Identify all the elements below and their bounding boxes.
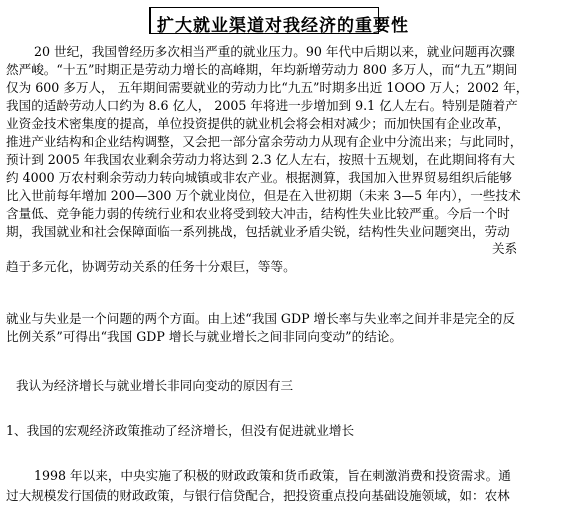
- paragraph-line: 关系: [492, 241, 518, 256]
- document-title: 扩大就业渠道对我经济的重要性: [157, 16, 409, 36]
- paragraph-line: 然严峻。“十五”时期正是劳动力增长的高峰期，年均新增劳动力 800 多万人，而“九五”期间: [6, 62, 518, 77]
- paragraph-line: 比例关系”可得出“我国 GDP 增长与就业增长之间非同向变动”的结论。: [6, 329, 402, 344]
- paragraph-line: 约 4000 万农村剩余劳动力转向城镇或非农产业。根据测算，我国加入世界贸易组织后能够: [6, 170, 513, 185]
- paragraph-line: 就业与失业是一个问题的两个方面。由上述“我国 GDP 增长率与失业率之间并非是完全的反: [6, 311, 516, 326]
- paragraph-line: 业资金技术密集度的提高，单位投资提供的就业机会将会相对减少；而加快国有企业改革，: [6, 116, 510, 131]
- paragraph-line: 预计到 2005 年我国农业剩余劳动力将达到 2.3 亿人左右，按照十五规划，在此期间将有大: [6, 152, 515, 167]
- paragraph-line: 含量低、竞争能力弱的传统行业和农业将受到较大冲击，结构性失业比较严重。今后一个时: [6, 206, 510, 221]
- paragraph-line: 期，我国就业和社会保障面临一系列挑战，包括就业矛盾尖锐，结构性失业问题突出，劳动: [6, 224, 510, 239]
- paragraph-line: 过大规模发行国债的财政政策，与银行信贷配合，把投资重点投向基础设施领域，如：农林: [6, 488, 510, 503]
- paragraph-line: 推进产业结构和企业结构调整，又会把一部分富余劳动力从现有企业中分流出来；与此同时，: [6, 134, 523, 149]
- section-heading: 1、我国的宏观经济政策推动了经济增长，但没有促进就业增长: [6, 423, 355, 438]
- paragraph-line: 比入世前每年增加 200—300 万个就业岗位，但是在入世初期（未来 3—5 年内），一些技术: [6, 188, 521, 203]
- title-box: [149, 7, 409, 36]
- paragraph-line: 趋于多元化，协调劳动关系的任务十分艰巨，等等。: [6, 259, 296, 274]
- paragraph-line: 我国的适龄劳动人口约为 8.6 亿人， 2005 年将进一步增加到 9.1 亿人左右。特别是随着产: [6, 98, 518, 113]
- paragraph-line: 1998 年以来，中央实施了积极的财政政策和货币政策，旨在刺激消费和投资需求。通: [34, 468, 511, 483]
- paragraph-line: 我认为经济增长与就业增长非同向变动的原因有三: [16, 378, 294, 393]
- paragraph-line: 20 世纪，我国曾经历多次相当严重的就业压力。90 年代中后期以来，就业问题再次骤: [34, 44, 515, 59]
- paragraph-line: 仅为 600 多万人， 五年期间需要就业的劳动力比“九五”时期多出近 1OOO 万人；2002 年，: [6, 80, 529, 95]
